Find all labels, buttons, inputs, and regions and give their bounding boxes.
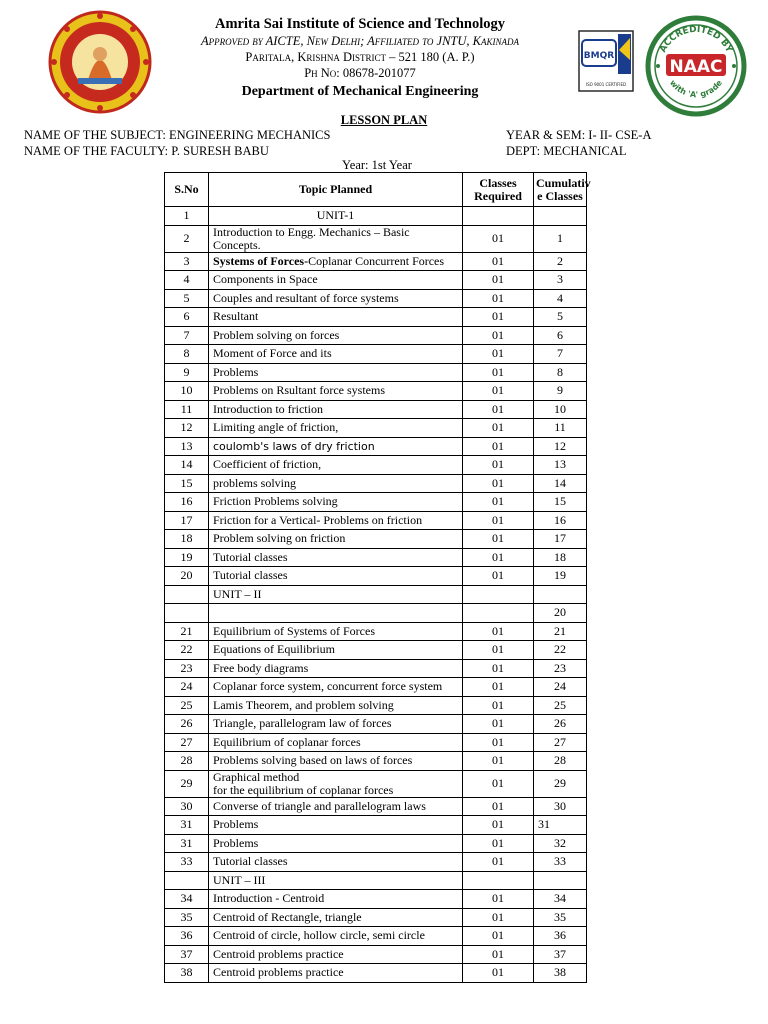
lesson-plan-table	[164, 172, 591, 983]
table-row	[165, 345, 587, 364]
cell-classes-required: 01	[463, 400, 534, 419]
cell-cumulative: 29	[534, 770, 587, 797]
table-row	[165, 382, 587, 401]
cell-cumulative: 28	[534, 752, 587, 771]
table-body	[165, 207, 587, 983]
cell-topic: Centroid of Rectangle, triangle	[209, 908, 463, 927]
subject-name: NAME OF THE SUBJECT: ENGINEERING MECHANICS	[24, 128, 331, 142]
cell-cumulative: 27	[534, 733, 587, 752]
cell-topic: Centroid problems practice	[209, 945, 463, 964]
cell-cumulative: 30	[534, 797, 587, 816]
cell-topic: Introduction to Engg. Mechanics – Basic Concepts.	[209, 225, 463, 252]
faculty-name: NAME OF THE FACULTY: P. SURESH BABU	[24, 144, 269, 158]
cell-cumulative: 23	[534, 659, 587, 678]
cell-classes-required: 01	[463, 927, 534, 946]
table-row	[165, 945, 587, 964]
cell-cumulative: 5	[534, 308, 587, 327]
cell-cumulative: 7	[534, 345, 587, 364]
cell-cumulative: 6	[534, 326, 587, 345]
cell-topic: UNIT – III	[209, 871, 463, 890]
cell-topic: UNIT-1	[209, 207, 463, 226]
table-row	[165, 207, 587, 226]
table-row	[165, 493, 587, 512]
department-name: Department of Mechanical Engineering	[241, 84, 479, 99]
cell-cumulative: 2	[534, 252, 587, 271]
cell-topic: Tutorial classes	[209, 548, 463, 567]
cell-topic: Tutorial classes	[209, 567, 463, 586]
bmqr-caption: ISO 9001 CERTIFIED	[585, 82, 627, 87]
cell-topic: coulomb's laws of dry friction	[209, 437, 463, 456]
cell-topic: UNIT – II	[209, 585, 463, 604]
cell-sno: 31	[165, 816, 209, 835]
cell-sno: 8	[165, 345, 209, 364]
cell-cumulative	[534, 207, 587, 226]
table-row	[165, 548, 587, 567]
cell-sno: 9	[165, 363, 209, 382]
table-row	[165, 678, 587, 697]
cell-classes-required: 01	[463, 308, 534, 327]
cell-cumulative: 35	[534, 908, 587, 927]
cell-sno: 20	[165, 567, 209, 586]
cell-sno: 14	[165, 456, 209, 475]
cell-topic	[209, 770, 463, 797]
cell-topic: Friction for a Vertical- Problems on friction	[209, 511, 463, 530]
cell-topic: Free body diagrams	[209, 659, 463, 678]
table-row	[165, 530, 587, 549]
cell-topic: Introduction to friction	[209, 400, 463, 419]
cell-sno: 10	[165, 382, 209, 401]
cell-cumulative: 33	[534, 853, 587, 872]
lesson-plan-title: LESSON PLAN	[340, 113, 428, 127]
cell-sno	[165, 871, 209, 890]
topic-line-2: for the equilibrium of coplanar forces	[213, 782, 394, 797]
cell-sno: 31	[165, 834, 209, 853]
cell-topic: Friction Problems solving	[209, 493, 463, 512]
table-row	[165, 567, 587, 586]
cell-sno: 17	[165, 511, 209, 530]
cell-topic: Moment of Force and its	[209, 345, 463, 364]
cell-topic: Converse of triangle and parallelogram laws	[209, 797, 463, 816]
college-info	[140, 16, 580, 102]
table-header-row	[165, 173, 587, 207]
cell-classes-required	[463, 207, 534, 226]
topic-bold-part: Systems of Forces-	[213, 253, 309, 268]
table-row	[165, 308, 587, 327]
cell-cumulative: 26	[534, 715, 587, 734]
cell-classes-required: 01	[463, 437, 534, 456]
cell-sno: 24	[165, 678, 209, 697]
table-row	[165, 890, 587, 909]
cell-sno: 21	[165, 622, 209, 641]
cell-sno: 5	[165, 289, 209, 308]
cell-cumulative: 1	[534, 225, 587, 252]
cell-classes-required: 01	[463, 853, 534, 872]
cell-sno: 4	[165, 271, 209, 290]
cell-topic: Problem solving on friction	[209, 530, 463, 549]
cell-cumulative: 31	[534, 816, 587, 835]
cell-topic: Limiting angle of friction,	[209, 419, 463, 438]
cell-topic: Equations of Equilibrium	[209, 641, 463, 660]
cell-cumulative: 11	[534, 419, 587, 438]
cell-sno: 1	[165, 207, 209, 226]
cell-cumulative: 13	[534, 456, 587, 475]
department: DEPT: MECHANICAL	[506, 144, 627, 158]
table-row	[165, 871, 587, 890]
cell-classes-required: 01	[463, 271, 534, 290]
cell-topic: Problems	[209, 834, 463, 853]
cell-topic	[209, 252, 463, 271]
college-name: Amrita Sai Institute of Science and Technology	[214, 16, 505, 32]
cell-cumulative: 24	[534, 678, 587, 697]
cell-cumulative: 25	[534, 696, 587, 715]
table-row	[165, 474, 587, 493]
cell-sno: 7	[165, 326, 209, 345]
cell-cumulative: 21	[534, 622, 587, 641]
cell-topic: Components in Space	[209, 271, 463, 290]
cell-cumulative: 32	[534, 834, 587, 853]
cell-cumulative: 22	[534, 641, 587, 660]
cell-topic	[209, 604, 463, 623]
table-row	[165, 770, 587, 797]
cell-sno: 22	[165, 641, 209, 660]
cell-classes-required: 01	[463, 908, 534, 927]
approval-line: Approved by AICTE, New Delhi; Affiliated to JNTU, Kakinada	[200, 34, 519, 48]
cell-topic: Lamis Theorem, and problem solving	[209, 696, 463, 715]
topic-text: Coplanar Concurrent Forces	[308, 253, 445, 268]
cell-topic: Centroid of circle, hollow circle, semi circle	[209, 927, 463, 946]
cell-sno: 34	[165, 890, 209, 909]
header-topic: Topic Planned	[209, 173, 463, 207]
cell-sno: 28	[165, 752, 209, 771]
table-row	[165, 733, 587, 752]
cell-sno: 38	[165, 964, 209, 983]
cell-topic: Problems	[209, 363, 463, 382]
cell-sno	[165, 585, 209, 604]
table-row	[165, 927, 587, 946]
cell-cumulative: 12	[534, 437, 587, 456]
cell-classes-required: 01	[463, 419, 534, 438]
cell-cumulative: 19	[534, 567, 587, 586]
table-row	[165, 289, 587, 308]
table-row	[165, 659, 587, 678]
cell-topic: Tutorial classes	[209, 853, 463, 872]
cell-cumulative: 18	[534, 548, 587, 567]
cell-cumulative: 8	[534, 363, 587, 382]
cell-sno: 16	[165, 493, 209, 512]
cell-cumulative: 10	[534, 400, 587, 419]
table-row	[165, 456, 587, 475]
cell-sno: 26	[165, 715, 209, 734]
cell-classes-required: 01	[463, 548, 534, 567]
cell-classes-required: 01	[463, 493, 534, 512]
cell-sno: 2	[165, 225, 209, 252]
cell-cumulative: 15	[534, 493, 587, 512]
cell-sno: 35	[165, 908, 209, 927]
cell-cumulative: 36	[534, 927, 587, 946]
table-row	[165, 816, 587, 835]
cell-sno	[165, 604, 209, 623]
institute-logo	[48, 10, 152, 114]
cell-topic: Coplanar force system, concurrent force system	[209, 678, 463, 697]
cell-topic: Problems on Rsultant force systems	[209, 382, 463, 401]
table-row	[165, 696, 587, 715]
cell-cumulative: 3	[534, 271, 587, 290]
cell-topic: Equilibrium of Systems of Forces	[209, 622, 463, 641]
cell-classes-required: 01	[463, 622, 534, 641]
cell-topic: Problems	[209, 816, 463, 835]
bmqr-iso-logo	[578, 30, 634, 92]
cell-cumulative: 20	[534, 604, 587, 623]
address-line: Paritala, Krishna District – 521 180 (A. P.)	[245, 50, 475, 64]
cell-classes-required: 01	[463, 964, 534, 983]
table-row	[165, 715, 587, 734]
naac-seal	[644, 14, 748, 118]
table-row	[165, 622, 587, 641]
cell-classes-required	[463, 585, 534, 604]
table-row	[165, 400, 587, 419]
cell-sno: 13	[165, 437, 209, 456]
cell-topic: Triangle, parallelogram law of forces	[209, 715, 463, 734]
cell-classes-required: 01	[463, 678, 534, 697]
table-row	[165, 585, 587, 604]
naac-text: NAAC	[669, 57, 723, 77]
cell-sno: 25	[165, 696, 209, 715]
cell-classes-required: 01	[463, 659, 534, 678]
bmqr-text: BMQR	[583, 51, 615, 61]
cell-topic: Couples and resultant of force systems	[209, 289, 463, 308]
year-label: Year: 1st Year	[342, 158, 412, 172]
cell-cumulative	[534, 871, 587, 890]
header-cumulative-classes: Cumulativ e Classes	[534, 173, 587, 207]
cell-sno: 11	[165, 400, 209, 419]
cell-classes-required: 01	[463, 945, 534, 964]
cell-classes-required: 01	[463, 474, 534, 493]
table-row	[165, 271, 587, 290]
naac-bottom-text: with 'A' grade	[667, 78, 725, 100]
cell-topic: Resultant	[209, 308, 463, 327]
cell-sno: 19	[165, 548, 209, 567]
table-row	[165, 437, 587, 456]
cell-classes-required	[463, 871, 534, 890]
table-row	[165, 641, 587, 660]
cell-classes-required: 01	[463, 511, 534, 530]
table-row	[165, 604, 587, 623]
cell-cumulative: 9	[534, 382, 587, 401]
cell-sno: 12	[165, 419, 209, 438]
cell-sno: 23	[165, 659, 209, 678]
cell-topic: problems solving	[209, 474, 463, 493]
cell-classes-required: 01	[463, 715, 534, 734]
cell-classes-required: 01	[463, 326, 534, 345]
cell-sno: 6	[165, 308, 209, 327]
cell-sno: 15	[165, 474, 209, 493]
table-row	[165, 225, 587, 252]
cell-topic: Coefficient of friction,	[209, 456, 463, 475]
cell-classes-required: 01	[463, 345, 534, 364]
table-row	[165, 853, 587, 872]
cell-topic: Introduction - Centroid	[209, 890, 463, 909]
letterhead	[0, 0, 768, 112]
cell-sno: 29	[165, 770, 209, 797]
cell-classes-required: 01	[463, 770, 534, 797]
header-sno: S.No	[165, 173, 209, 207]
cell-classes-required: 01	[463, 567, 534, 586]
cell-sno: 30	[165, 797, 209, 816]
cell-sno: 3	[165, 252, 209, 271]
cell-classes-required: 01	[463, 641, 534, 660]
cell-classes-required: 01	[463, 816, 534, 835]
cell-cumulative: 34	[534, 890, 587, 909]
cell-topic: Centroid problems practice	[209, 964, 463, 983]
cell-sno: 18	[165, 530, 209, 549]
cell-cumulative: 38	[534, 964, 587, 983]
cell-classes-required: 01	[463, 456, 534, 475]
table-row	[165, 363, 587, 382]
phone-line: Ph No: 08678-201077	[304, 66, 416, 80]
cell-classes-required: 01	[463, 252, 534, 271]
cell-classes-required: 01	[463, 890, 534, 909]
cell-cumulative: 16	[534, 511, 587, 530]
naac-top-text: ACCREDITED BY	[658, 24, 734, 55]
table-row	[165, 252, 587, 271]
cell-cumulative: 4	[534, 289, 587, 308]
cell-classes-required: 01	[463, 696, 534, 715]
table-row	[165, 511, 587, 530]
table-row	[165, 834, 587, 853]
cell-classes-required: 01	[463, 752, 534, 771]
year-semester: YEAR & SEM: I- II- CSE-A	[506, 128, 652, 142]
cell-classes-required: 01	[463, 363, 534, 382]
cell-classes-required: 01	[463, 797, 534, 816]
table-row	[165, 908, 587, 927]
cell-classes-required	[463, 604, 534, 623]
cell-topic: Problem solving on forces	[209, 326, 463, 345]
cell-sno: 33	[165, 853, 209, 872]
table-row	[165, 797, 587, 816]
table-row	[165, 419, 587, 438]
cell-classes-required: 01	[463, 289, 534, 308]
cell-sno: 36	[165, 927, 209, 946]
cell-classes-required: 01	[463, 382, 534, 401]
cell-topic: Problems solving based on laws of forces	[209, 752, 463, 771]
topic-line-1: Graphical method	[213, 769, 300, 784]
table-row	[165, 326, 587, 345]
table-row	[165, 752, 587, 771]
cell-cumulative: 37	[534, 945, 587, 964]
cell-cumulative	[534, 585, 587, 604]
cell-topic: Equilibrium of coplanar forces	[209, 733, 463, 752]
cell-sno: 27	[165, 733, 209, 752]
cell-sno: 37	[165, 945, 209, 964]
cell-classes-required: 01	[463, 530, 534, 549]
cell-classes-required: 01	[463, 225, 534, 252]
cell-classes-required: 01	[463, 733, 534, 752]
cell-cumulative: 14	[534, 474, 587, 493]
header-classes-required: Classes Required	[463, 173, 534, 207]
cell-classes-required: 01	[463, 834, 534, 853]
cell-cumulative: 17	[534, 530, 587, 549]
table-row	[165, 964, 587, 983]
